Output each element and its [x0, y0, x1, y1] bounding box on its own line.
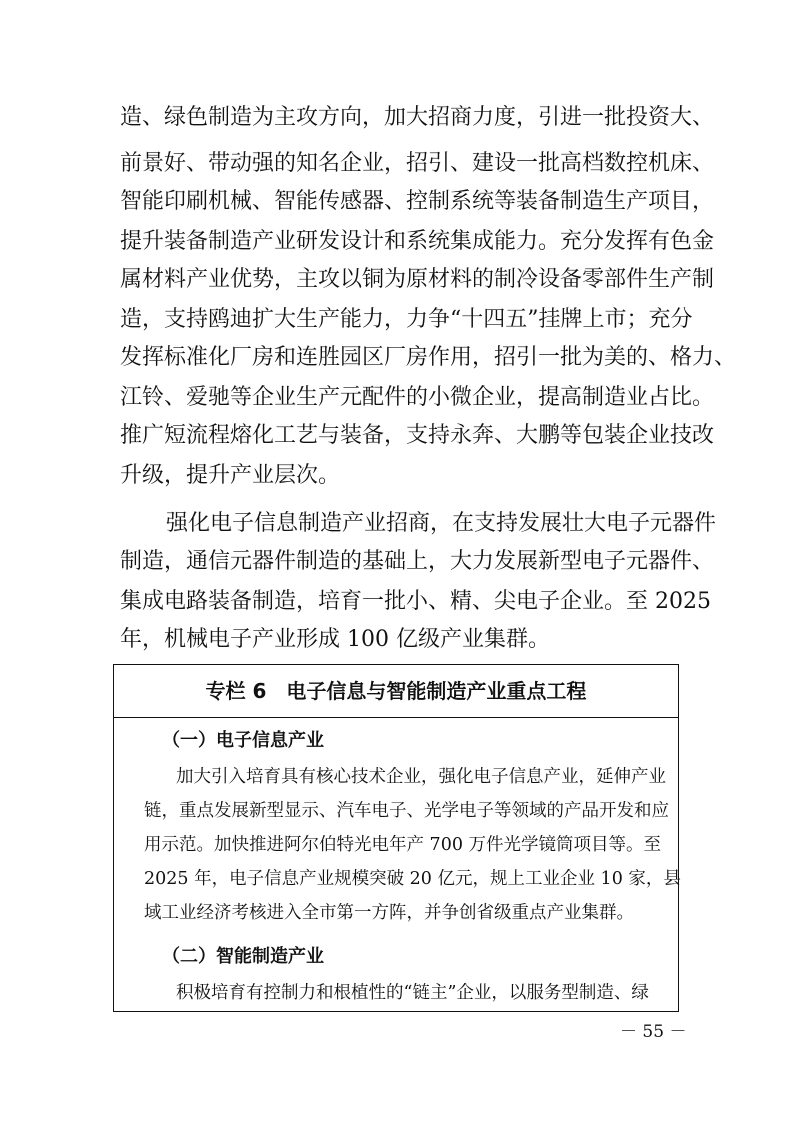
box-line: 链，重点发展新型显示、汽车电子、光学电子等领域的产品开发和应 — [144, 801, 669, 821]
body-line: 发挥标准化厂房和连胜园区厂房作用，招引一批为美的、格力、 — [120, 345, 737, 370]
body-line: 造、绿色制造为主攻方向，加大招商力度，引进一批投资大、 — [120, 105, 715, 130]
box-line: 加大引入培育具有核心技术企业，强化电子信息产业，延伸产业 — [176, 767, 666, 787]
body-line: 集成电路装备制造，培育一批小、精、尖电子企业。至 2025 — [120, 589, 711, 614]
body-line: 造，支持鸥迪扩大生产能力，力争“十四五”挂牌上市；充分 — [120, 307, 693, 332]
feature-box — [113, 664, 679, 1012]
body-line: 强化电子信息制造产业招商，在支持发展壮大电子元器件 — [166, 511, 717, 536]
box-title: 专栏 6 电子信息与智能制造产业重点工程 — [114, 665, 678, 718]
body-line: 江铃、爱驰等企业生产元配件的小微企业，提高制造业占比。 — [120, 385, 715, 410]
box-line: 积极培育有控制力和根植性的“链主”企业，以服务型制造、绿 — [176, 983, 649, 1003]
body-line: 属材料产业优势，主攻以铜为原材料的制冷设备零部件生产制 — [120, 267, 715, 292]
body-line: 提升装备制造产业研发设计和系统集成能力。充分发挥有色金 — [120, 229, 715, 254]
box-line: 用示范。加快推进阿尔伯特光电年产 700 万件光学镜筒项目等。至 — [144, 835, 662, 855]
section-heading: （一）电子信息产业 — [162, 730, 324, 751]
body-line: 前景好、带动强的知名企业，招引、建设一批高档数控机床、 — [120, 151, 715, 176]
body-line: 制造，通信元器件制造的基础上，大力发展新型电子元器件、 — [120, 549, 715, 574]
body-line: 升级，提升产业层次。 — [120, 463, 341, 488]
box-line: 域工业经济考核进入全市第一方阵，并争创省级重点产业集群。 — [144, 903, 634, 923]
page-number: － 55 － — [620, 1022, 687, 1042]
box-line: 2025 年，电子信息产业规模突破 20 亿元，规上工业企业 10 家，县 — [144, 869, 681, 889]
section-heading: （二）智能制造产业 — [162, 946, 324, 967]
body-line: 年，机械电子产业形成 100 亿级产业集群。 — [120, 627, 550, 652]
body-line: 推广短流程熔化工艺与装备，支持永奔、大鹏等包装企业技改 — [120, 423, 715, 448]
body-line: 智能印刷机械、智能传感器、控制系统等装备制造生产项目， — [120, 189, 715, 214]
